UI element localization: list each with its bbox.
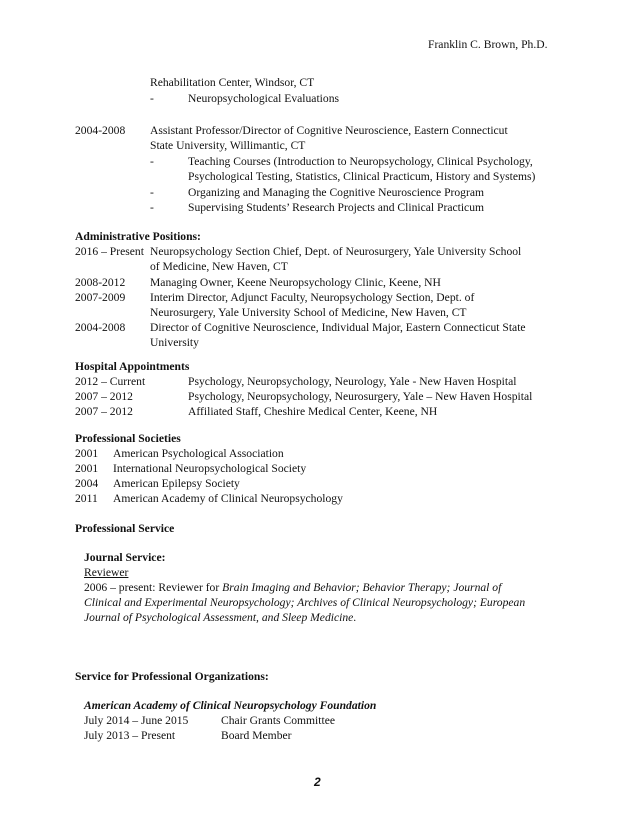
- subsection-heading: Journal Service:: [84, 551, 166, 564]
- admin-years: 2004-2008: [75, 321, 126, 334]
- admin-text: Managing Owner, Keene Neuropsychology Clinic, Keene, NH: [150, 276, 441, 289]
- hospital-text: Psychology, Neuropsychology, Neurology, Yale - New Haven Hospital: [188, 375, 517, 388]
- reviewer-line1: [84, 580, 501, 595]
- section-heading: Administrative Positions:: [75, 230, 201, 243]
- bullet-text: Teaching Courses (Introduction to Neuropsychology, Clinical Psychology,: [188, 155, 533, 168]
- ecsu-title-line2: State University, Willimantic, CT: [150, 139, 306, 152]
- society-year: 2004: [75, 477, 99, 490]
- society-name: American Academy of Clinical Neuropsychology: [113, 492, 343, 505]
- society-name: American Psychological Association: [113, 447, 284, 460]
- society-name: International Neuropsychological Society: [113, 462, 307, 475]
- bullet-dash: -: [150, 155, 154, 168]
- bullet-text: Psychological Testing, Statistics, Clinical Practicum, History and Systems): [188, 170, 536, 183]
- admin-text: Neurosurgery, Yale University School of Medicine, New Haven, CT: [150, 306, 467, 319]
- reviewer-line3: [84, 610, 356, 625]
- bullet-dash: -: [150, 186, 154, 199]
- admin-text: of Medicine, New Haven, CT: [150, 260, 288, 273]
- hospital-years: 2007 – 2012: [75, 390, 133, 403]
- section-heading: Professional Service: [75, 522, 175, 535]
- bullet-dash: -: [150, 201, 154, 214]
- hospital-years: 2012 – Current: [75, 375, 146, 388]
- society-year: 2001: [75, 462, 99, 475]
- admin-text: Director of Cognitive Neuroscience, Individual Major, Eastern Connecticut State: [150, 321, 526, 334]
- bullet-text: Organizing and Managing the Cognitive Neuroscience Program: [188, 186, 484, 199]
- bullet-text: Supervising Students’ Research Projects and Clinical Practicum: [188, 201, 485, 214]
- reviewer-prefix: 2006 – present: Reviewer for: [84, 581, 223, 594]
- bullet-dash: -: [150, 92, 154, 105]
- reviewer-journals: Brain Imaging and Behavior; Behavior Therapy; Journal of: [222, 581, 502, 594]
- society-year: 2011: [75, 492, 98, 505]
- admin-text: University: [150, 336, 199, 349]
- ecsu-years: 2004-2008: [75, 124, 126, 137]
- section-heading: Service for Professional Organizations:: [75, 670, 269, 683]
- admin-years: 2008-2012: [75, 276, 126, 289]
- hospital-text: Psychology, Neuropsychology, Neurosurgery, Yale – New Haven Hospital: [188, 390, 533, 403]
- admin-years: 2016 – Present: [75, 245, 144, 258]
- org-role: Board Member: [221, 729, 292, 742]
- reviewer-label: Reviewer: [84, 566, 129, 579]
- reviewer-journals: Journal of Psychological Assessment, and Sleep Medicine: [84, 611, 354, 624]
- section-heading: Hospital Appointments: [75, 360, 190, 373]
- hospital-text: Affiliated Staff, Cheshire Medical Center, Keene, NH: [188, 405, 438, 418]
- admin-text: Interim Director, Adjunct Faculty, Neuropsychology Section, Dept. of: [150, 291, 475, 304]
- society-name: American Epilepsy Society: [113, 477, 240, 490]
- reviewer-line2: Clinical and Experimental Neuropsychology; Archives of Clinical Neuropsychology; European: [84, 596, 526, 609]
- admin-years: 2007-2009: [75, 291, 126, 304]
- ecsu-title-line1: Assistant Professor/Director of Cognitive Neuroscience, Eastern Connecticut: [150, 124, 508, 137]
- hospital-years: 2007 – 2012: [75, 405, 133, 418]
- foundation-name: American Academy of Clinical Neuropsychology Foundation: [84, 699, 377, 712]
- org-role: Chair Grants Committee: [221, 714, 335, 727]
- page-number: 2: [314, 775, 321, 789]
- bullet-text: Neuropsychological Evaluations: [188, 92, 340, 105]
- admin-text: Neuropsychology Section Chief, Dept. of Neurosurgery, Yale University School: [150, 245, 522, 258]
- org-dates: July 2014 – June 2015: [84, 714, 189, 727]
- reviewer-suffix: .: [353, 611, 357, 624]
- continuation-line: Rehabilitation Center, Windsor, CT: [150, 76, 315, 89]
- section-heading: Professional Societies: [75, 432, 181, 445]
- society-year: 2001: [75, 447, 99, 460]
- header-author: Franklin C. Brown, Ph.D.: [428, 38, 548, 51]
- org-dates: July 2013 – Present: [84, 729, 176, 742]
